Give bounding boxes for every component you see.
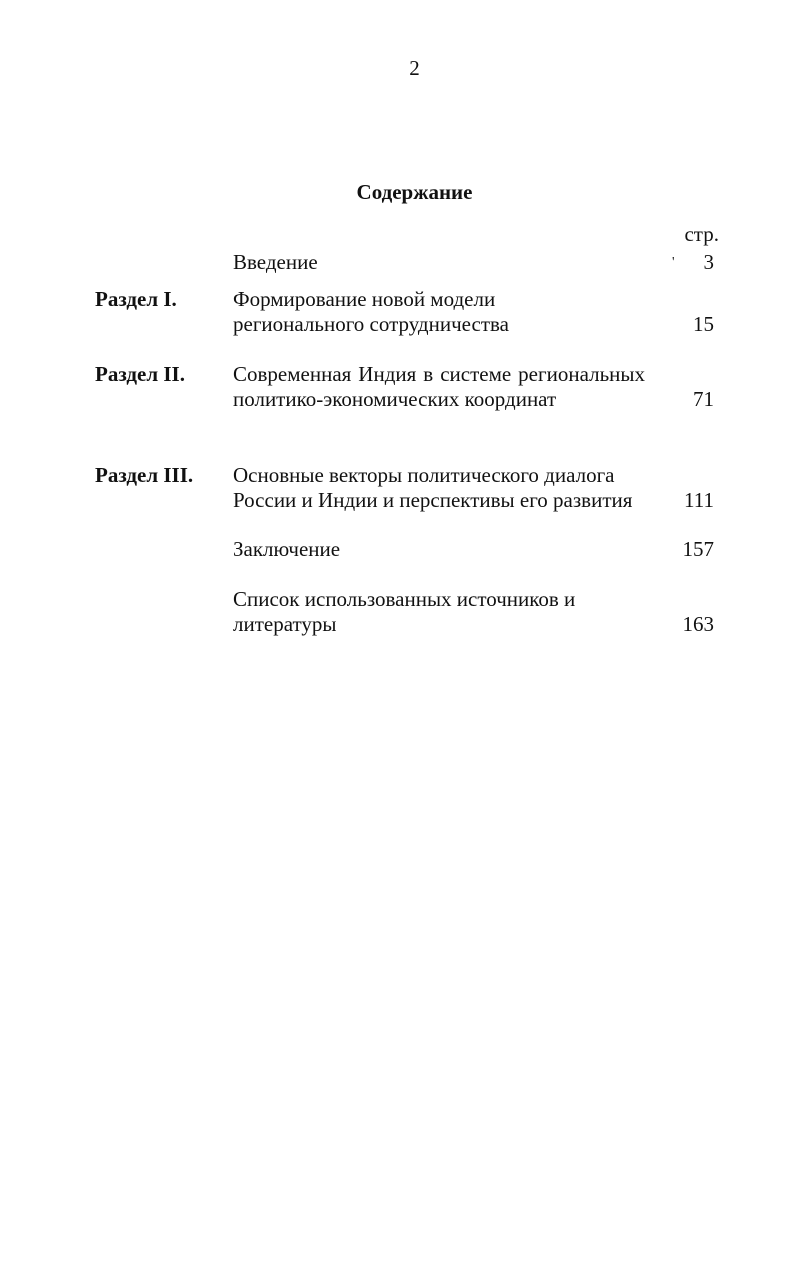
toc-entry-title <box>233 362 645 412</box>
toc-entry-title-line: России и Индии и перспективы его развития <box>233 488 633 512</box>
toc-entry-title-line: политико-экономических координат <box>233 387 557 411</box>
toc-entry-page: 3 <box>703 250 714 274</box>
toc-entry-title-line: Заключение <box>233 537 341 561</box>
pages-column-label: стр. <box>684 222 719 246</box>
toc-entry-title <box>233 463 645 513</box>
page-number: 2 <box>409 56 420 80</box>
toc-entry-title-line: литературы <box>233 612 337 636</box>
toc-entry-title <box>233 587 645 637</box>
toc-section-label: Раздел I. <box>95 287 177 311</box>
toc-entry-title <box>233 537 645 562</box>
toc-entry-title-line: Формирование новой модели <box>233 287 496 311</box>
toc-entry-title-line: Введение <box>233 250 318 274</box>
toc-section-label: Раздел III. <box>95 463 194 487</box>
toc-entry-title-line: Основные векторы политического диалога <box>233 463 615 487</box>
toc-entry-title-line: Список использованных источников и <box>233 587 576 611</box>
toc-entry-title-line: Современная Индия в системе региональных <box>233 362 645 386</box>
toc-entry-page: 157 <box>682 537 714 561</box>
scan-mark: ' <box>672 255 675 270</box>
page-title: Содержание <box>356 180 473 204</box>
toc-entry-page: 163 <box>682 612 714 636</box>
toc-entry-title <box>233 250 645 275</box>
toc-entry-page: 111 <box>684 488 714 512</box>
toc-entry-page: 15 <box>693 312 714 336</box>
toc-entry-page: 71 <box>693 387 714 411</box>
toc-section-label: Раздел II. <box>95 362 185 386</box>
toc-entry-title-line: регионального сотрудничества <box>233 312 509 336</box>
toc-entry-title <box>233 287 645 337</box>
